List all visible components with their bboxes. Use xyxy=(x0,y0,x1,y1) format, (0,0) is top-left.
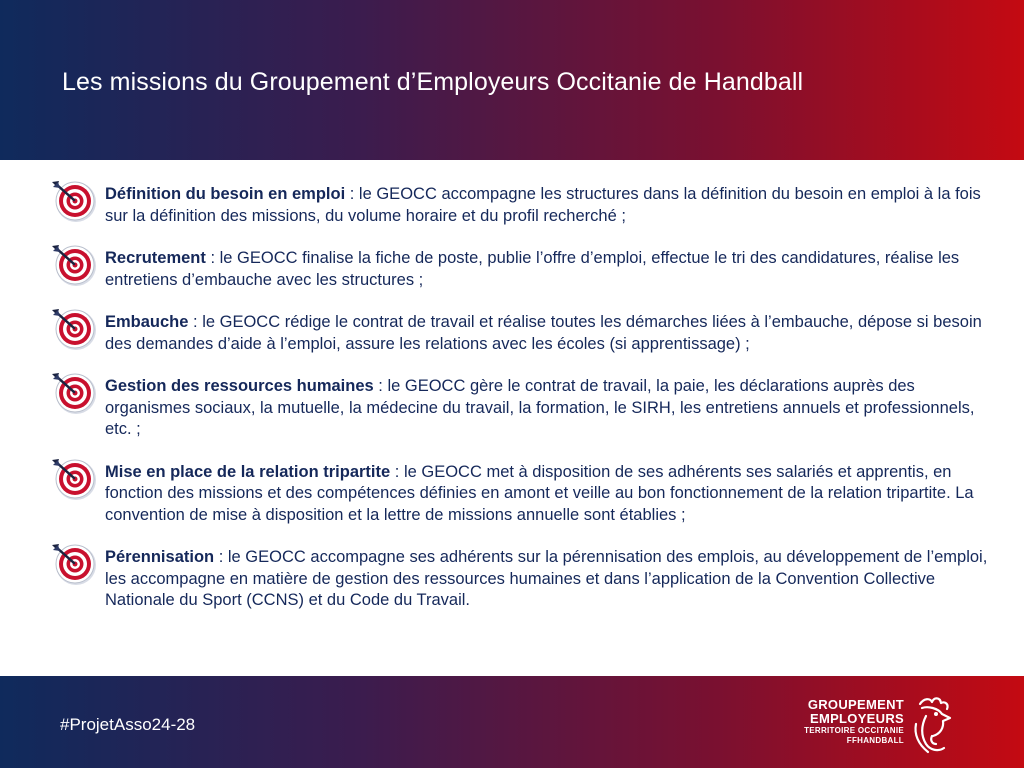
mission-term: Embauche xyxy=(105,313,189,331)
logo-line-employeurs: EMPLOYEURS xyxy=(809,711,904,726)
mission-description: : le GEOCC rédige le contrat de travail et réalise toutes les démarches liées à l’embauche, dépose si besoin des demandes d’aide à l’emploi, assure les relations avec les écoles (si apprentissage) ; xyxy=(105,313,982,353)
logo-line-groupement: GROUPEMENT xyxy=(807,697,904,712)
target-dart-icon xyxy=(50,178,98,226)
mission-description: : le GEOCC finalise la fiche de poste, publie l’offre d’emploi, effectue le tri des candidatures, réalise les entretiens d’embauche avec les structures ; xyxy=(105,249,960,289)
mission-item xyxy=(50,312,1000,355)
logo-text xyxy=(804,698,904,746)
mission-term: Définition du besoin en emploi xyxy=(105,185,346,203)
header-banner xyxy=(0,0,1024,160)
mission-term: Mise en place de la relation tripartite xyxy=(105,462,391,481)
hashtag-label: #ProjetAsso24-28 xyxy=(60,715,196,734)
mission-item xyxy=(50,547,1000,612)
mission-term: Gestion des ressources humaines xyxy=(105,377,374,395)
mission-item xyxy=(50,462,1000,527)
mission-description: : le GEOCC gère le contrat de travail, la paie, les déclarations auprès des organismes sociaux, la mutuelle, la médecine du travail, la formation, le SIRH, les entretiens annuels et professionnels, etc. ; xyxy=(105,377,975,438)
target-dart-icon xyxy=(50,242,98,290)
mission-item xyxy=(50,184,1000,227)
mission-description: : le GEOCC accompagne ses adhérents sur la pérennisation des emplois, au développement de l’emploi, les accompagne en matière de gestion des ressources humaines et dans l’application de la Convention Collective Nationale du Sport (CCNS) et du Code du Travail. xyxy=(105,548,988,609)
mission-item xyxy=(50,248,1000,291)
logo-line-territoire: TERRITOIRE OCCITANIE xyxy=(804,726,904,735)
missions-list xyxy=(50,184,1000,612)
footer-banner xyxy=(0,676,1024,768)
mission-item xyxy=(50,376,1000,441)
logo-line-ffhandball: FFHANDBALL xyxy=(846,736,904,745)
mission-term: Recrutement xyxy=(105,249,206,267)
groupement-employeurs-logo xyxy=(804,694,990,756)
target-dart-icon xyxy=(50,370,98,418)
rooster-logo-icon xyxy=(906,694,956,756)
page-title: Les missions du Groupement d’Employeurs Occitanie de Handball xyxy=(62,68,804,96)
target-dart-icon xyxy=(50,456,98,504)
target-dart-icon xyxy=(50,541,98,589)
mission-term: Pérennisation xyxy=(105,548,215,566)
target-dart-icon xyxy=(50,306,98,354)
mission-description: : le GEOCC met à disposition de ses adhérents ses salariés et apprentis, en fonction des missions et des compétences définies en amont et veille au bon fonctionnement de la relation tripartite. La convention de mise à disposition et la lettre de missions annuelle sont établies ; xyxy=(105,462,974,524)
mission-description: : le GEOCC accompagne les structures dans la définition du besoin en emploi à la fois sur la définition des missions, du volume horaire et du profil recherché ; xyxy=(105,185,981,225)
